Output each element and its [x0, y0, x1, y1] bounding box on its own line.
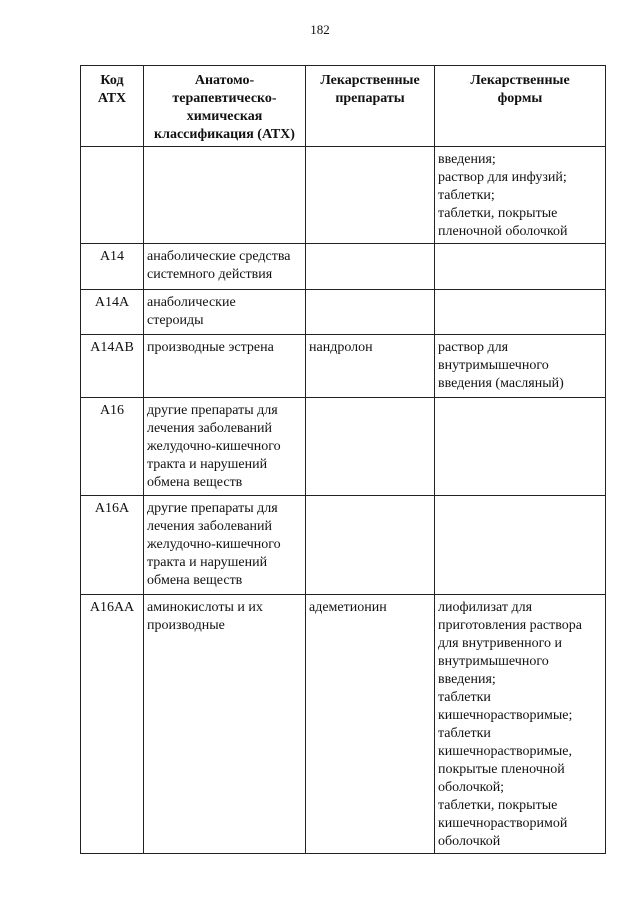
cell-drugs [306, 398, 435, 496]
cell-classification: другие препараты для лечения заболеваний желудочно-кишечного тракта и нарушений обмена веществ [144, 398, 306, 496]
table-row [81, 244, 606, 290]
cell-drugs [306, 496, 435, 595]
cell-classification: анаболические средства системного действия [144, 244, 306, 290]
cell-drugs: нандролон [306, 335, 435, 398]
table-row [81, 290, 606, 335]
table-row [81, 496, 606, 595]
table-header-row [81, 66, 606, 147]
cell-classification: анаболические стероиды [144, 290, 306, 335]
header-forms: Лекарственные формы [435, 66, 606, 147]
cell-code: А14А [81, 290, 144, 335]
cell-code: А16 [81, 398, 144, 496]
cell-drugs [306, 147, 435, 244]
table-row [81, 595, 606, 854]
cell-code: А16АА [81, 595, 144, 854]
header-drugs: Лекарственные препараты [306, 66, 435, 147]
cell-classification: производные эстрена [144, 335, 306, 398]
cell-drugs: адеметионин [306, 595, 435, 854]
header-code: Код АТХ [81, 66, 144, 147]
cell-forms [435, 398, 606, 496]
cell-forms: раствор для внутримышечного введения (масляный) [435, 335, 606, 398]
cell-forms [435, 290, 606, 335]
cell-forms: введения; раствор для инфузий; таблетки; таблетки, покрытые пленочной оболочкой [435, 147, 606, 244]
page-number: 182 [310, 22, 330, 37]
cell-forms: лиофилизат для приготовления раствора для внутривенного и внутримышечного введения; таблетки кишечнорастворимые; таблетки кишечнорастворимые, покрытые пленочной оболочкой; таблетки, покрытые кишечнорастворимой оболочкой [435, 595, 606, 854]
atx-table [80, 65, 606, 854]
cell-code [81, 147, 144, 244]
table-row [81, 335, 606, 398]
table-row [81, 398, 606, 496]
cell-classification [144, 147, 306, 244]
cell-forms [435, 496, 606, 595]
cell-code: А16А [81, 496, 144, 595]
cell-classification: другие препараты для лечения заболеваний желудочно-кишечного тракта и нарушений обмена веществ [144, 496, 306, 595]
header-classification: Анатомо- терапевтическо- химическая классификация (АТХ) [144, 66, 306, 147]
table-row [81, 147, 606, 244]
cell-drugs [306, 290, 435, 335]
cell-classification: аминокислоты и их производные [144, 595, 306, 854]
cell-drugs [306, 244, 435, 290]
cell-code: А14 [81, 244, 144, 290]
cell-forms [435, 244, 606, 290]
cell-code: А14АВ [81, 335, 144, 398]
